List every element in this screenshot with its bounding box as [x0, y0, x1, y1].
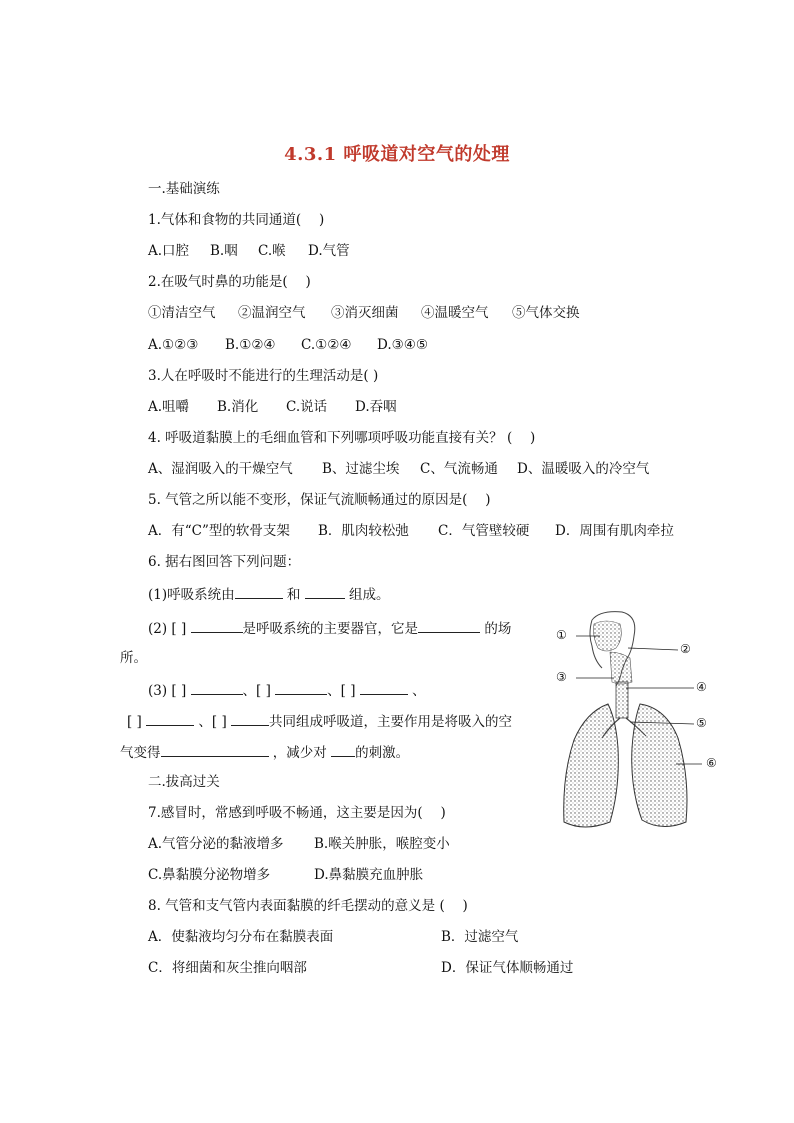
option-b: B.消化	[217, 399, 259, 415]
option-b: B．过滤空气	[441, 929, 519, 945]
option-a: A、湿润吸入的干燥空气	[148, 461, 293, 477]
option-d: D、温暖吸入的冷空气	[517, 461, 650, 477]
answer-blank	[191, 680, 243, 695]
option-a: A.气管分泌的黏液增多	[148, 836, 284, 852]
option-c: C．气管壁较硬	[438, 523, 530, 539]
question-6-part-1: (1)呼吸系统由 和 组成。	[148, 584, 390, 604]
question-6-part-2-end: 所。	[120, 650, 147, 666]
section-heading-1: 一.基础演练	[148, 181, 220, 197]
question-8: 8. 气管和支气管内表面黏膜的纤毛摆动的意义是 ( )	[148, 898, 468, 914]
option-a: A.咀嚼	[148, 399, 190, 415]
question-4: 4. 呼吸道黏膜上的毛细血管和下列哪项呼吸功能直接有关？ ( )	[148, 430, 536, 446]
option-b: B.①②④	[225, 337, 276, 353]
question-2: 2.在吸气时鼻的功能是( )	[148, 274, 311, 290]
figure-label-2: ②	[680, 642, 691, 656]
option-b: B、过滤尘埃	[322, 461, 400, 477]
answer-blank	[146, 711, 194, 726]
question-7: 7.感冒时，常感到呼吸不畅通，这主要是因为( )	[148, 805, 446, 821]
item-3: ③消灭细菌	[331, 305, 399, 321]
item-1: ①清洁空气	[148, 305, 216, 321]
option-c: C.喉	[258, 243, 286, 259]
item-5: ⑤气体交换	[512, 305, 580, 321]
question-6-part-4: [ ] 、[ ] 共同组成呼吸道，主要作用是将吸入的空	[127, 711, 512, 731]
question-3: 3.人在呼吸时不能进行的生理活动是( )	[148, 368, 379, 384]
option-d: D．周围有肌肉牵拉	[555, 523, 674, 539]
figure-label-4: ④	[696, 680, 707, 694]
option-c: C.①②④	[301, 337, 352, 353]
answer-blank	[275, 680, 327, 695]
question-6: 6. 据右图回答下列问题：	[148, 554, 301, 570]
figure-label-6: ⑥	[706, 756, 717, 770]
answer-blank	[360, 680, 408, 695]
question-6-part-2: (2) [ ] 是呼吸系统的主要器官，它是 的场	[148, 618, 511, 638]
option-c: C．将细菌和灰尘推向咽部	[148, 960, 307, 976]
option-a: A．有“C”型的软骨支架	[148, 523, 290, 539]
respiratory-system-diagram	[550, 608, 735, 836]
option-a: A.①②③	[148, 337, 199, 353]
respiratory-system-figure	[550, 608, 735, 836]
option-b: B.喉关肿胀，喉腔变小	[314, 836, 450, 852]
answer-blank	[418, 618, 480, 633]
option-d: D.③④⑤	[377, 337, 428, 353]
answer-blank	[305, 584, 345, 599]
option-b: B.咽	[210, 243, 238, 259]
page-title: 4.3.1 呼吸道对空气的处理	[284, 144, 510, 165]
section-heading-2: 二.拔高过关	[148, 774, 220, 790]
option-d: D.气管	[308, 243, 350, 259]
option-d: D.吞咽	[355, 399, 397, 415]
option-d: D.鼻黏膜充血肿胀	[314, 867, 424, 883]
option-b: B．肌肉较松弛	[318, 523, 409, 539]
question-1: 1.气体和食物的共同通道( )	[148, 212, 325, 228]
answer-blank	[161, 742, 269, 757]
figure-label-5: ⑤	[696, 716, 707, 730]
answer-blank	[331, 742, 355, 757]
figure-label-1: ①	[556, 628, 567, 642]
item-2: ②温润空气	[238, 305, 306, 321]
item-4: ④温暖空气	[421, 305, 489, 321]
answer-blank	[231, 711, 269, 726]
answer-blank	[191, 618, 243, 633]
option-a: A.口腔	[148, 243, 190, 259]
option-c: C.说话	[286, 399, 328, 415]
option-c: C.鼻黏膜分泌物增多	[148, 867, 271, 883]
question-6-part-3: (3) [ ] 、[ ] 、[ ] 、	[148, 680, 426, 700]
option-c: C、气流畅通	[420, 461, 498, 477]
figure-label-3: ③	[556, 670, 567, 684]
answer-blank	[235, 584, 283, 599]
question-5: 5. 气管之所以能不变形，保证气流顺畅通过的原因是( )	[148, 492, 491, 508]
option-a: A．使黏液均匀分布在黏膜表面	[148, 929, 334, 945]
question-6-part-5: 气变得 ，减少对 的刺激。	[120, 742, 409, 762]
option-d: D．保证气体顺畅通过	[441, 960, 574, 976]
